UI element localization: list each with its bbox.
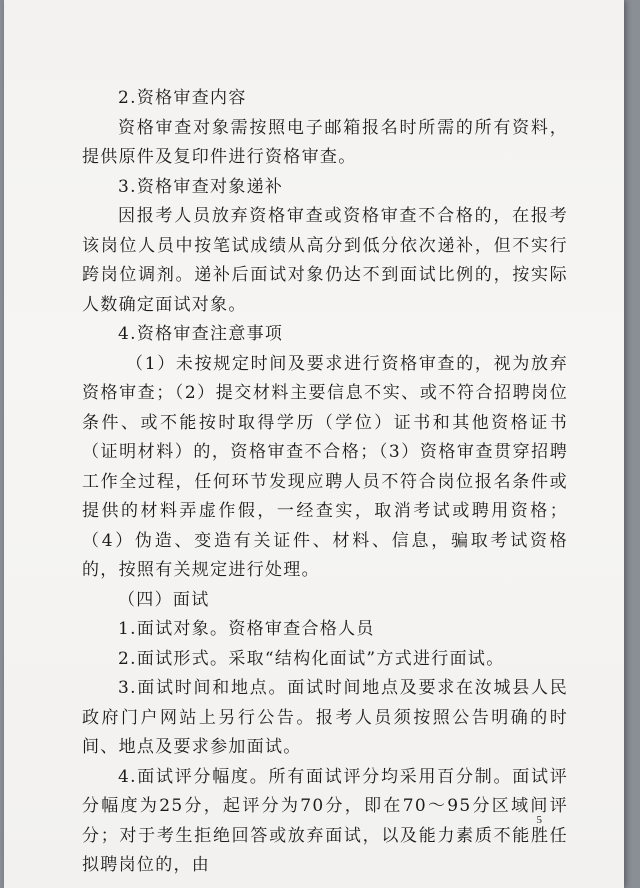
paragraph-interview-target: 1.面试对象。资格审查合格人员 bbox=[118, 619, 375, 639]
section-heading-qualification-content: 2.资格审查内容 bbox=[118, 88, 247, 108]
paragraph-interview-time-place: 3.面试时间和地点。面试时间地点及要求在汝城县人民政府门户网站上另行公告。报考人员须按照公告明确的时间、地点及要求参加面试。 bbox=[82, 678, 568, 757]
page-number: 5 bbox=[536, 814, 542, 826]
document-body bbox=[82, 84, 568, 881]
paragraph-replacement: 因报考人员放弃资格审查或资格审查不合格的，在报考该岗位人员中按笔试成绩从高分到低分依次递补，但不实行跨岗位调剂。递补后面试对象仍达不到面试比例的，按实际人数确定面试对象。 bbox=[82, 206, 568, 315]
document-page bbox=[4, 0, 624, 888]
paragraph-interview-format: 2.面试形式。采取“结构化面试”方式进行面试。 bbox=[118, 648, 505, 669]
paragraph-qualification-content: 资格审查对象需按照电子邮箱报名时所需的所有资料，提供原件及复印件进行资格审查。 bbox=[82, 117, 568, 167]
section-heading-replacement: 3.资格审查对象递补 bbox=[118, 176, 284, 197]
section-heading-notes: 4.资格审查注意事项 bbox=[118, 324, 284, 344]
paragraph-notes: （1）未按规定时间及要求进行资格审查的，视为放弃资格审查；（2）提交材料主要信息不实、或不符合招聘岗位条件、或不能按时取得学历（学位）证书和其他资格证书（证明材料）的，资格审查不合格；（3）资格审查贯穿招聘工作全过程，任何环节发现应聘人员不符合岗位报名条件或提供的材料弄虚作假，一经查实，取消考试或聘用资格；（4）伪造、变造有关证件、材料、信息，骗取考试资格的，按照有关规定进行处理。 bbox=[82, 353, 568, 580]
paragraph-interview-scoring: 4.面试评分幅度。所有面试评分均采用百分制。面试评分幅度为25分，起评分为70分，即在70～95分区域间评分；对于考生拒绝回答或放弃面试，以及能力素质不能胜任拟聘岗位的，由 bbox=[82, 766, 568, 875]
section-heading-interview: （四）面试 bbox=[118, 589, 210, 610]
